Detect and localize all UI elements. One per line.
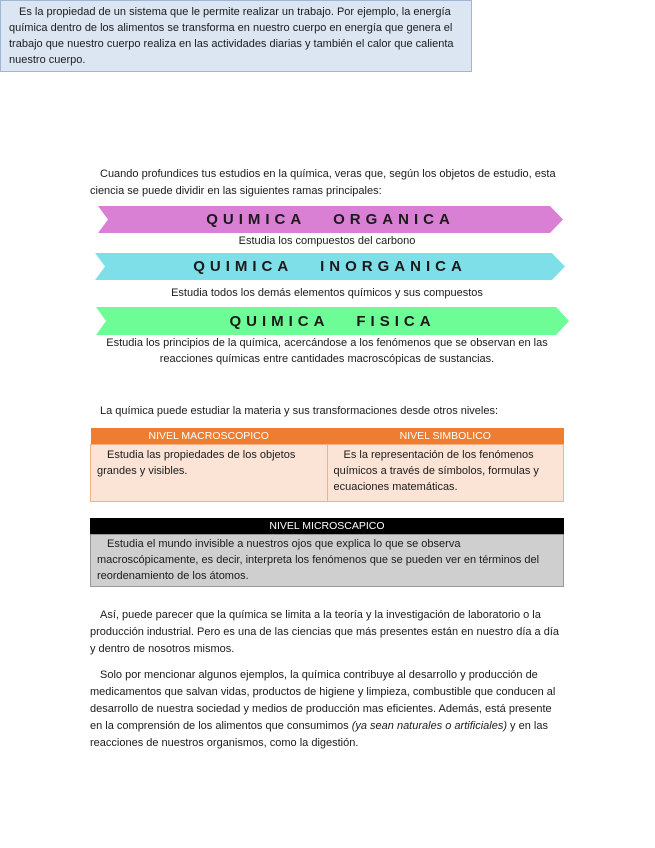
micro-level-desc: Estudia el mundo invisible a nuestros ojos que explica lo que se observa macroscópicamente, es decir, interpreta los fenómenos que se pueden ver en términos del reordenamiento de los átomos.	[90, 534, 564, 587]
intro-paragraph: Cuando profundices tus estudios en la química, veras que, según los objetos de estudio, esta ciencia se puede dividir en las siguientes ramas principales:	[90, 168, 556, 197]
banner-organica-title: QUIMICA ORGANICA	[206, 210, 455, 228]
banner-fisica	[96, 308, 569, 334]
banner-inorganica	[95, 253, 565, 279]
macro-level-desc: Estudia las propiedades de los objetos grandes y visibles.	[91, 445, 328, 502]
caption-organica: Estudia los compuestos del carbono	[238, 235, 416, 247]
banner-inorganica-title: QUIMICA INORGANICA	[193, 257, 467, 275]
levels-table	[90, 428, 564, 502]
paragraph-2-italic: (ya sean naturales o artificiales)	[351, 720, 507, 732]
paragraph-2	[90, 667, 562, 752]
macro-level-header: NIVEL MACROSCOPICO	[91, 428, 328, 445]
banner-organica	[98, 206, 563, 232]
paragraph-1: Así, puede parecer que la química se limita a la teoría y la investigación de laboratorio o la producción industrial. Pero es una de las ciencias que más presentes están en nuestro día a día y dentro de nosotros mismos.	[90, 609, 560, 655]
paragraph-2-main: Solo por mencionar algunos ejemplos, la química contribuye al desarrollo y producción de medicamentos que salvan vidas, productos de higiene y limpieza, combustible que conducen al desarrollo de nuestra sociedad y medios de producción mas eficientes. Además, está presente en la comprensión de los alimentos que consumimos	[90, 669, 556, 732]
levels-intro: La química puede estudiar la materia y sus transformaciones desde otros niveles:	[100, 405, 499, 417]
paragraph-2-end: y en las reacciones de nuestros organismos, como la digestión.	[90, 720, 548, 749]
caption-inorganica: Estudia todos los demás elementos químicos y sus compuestos	[171, 287, 483, 299]
caption-fisica: Estudia los principios de la química, acercándose a los fenómenos que se observan en las reacciones químicas entre cantidades macroscópicas de sustancias.	[106, 337, 548, 365]
micro-level-header: NIVEL MICROSCAPICO	[90, 518, 564, 534]
definition-box: Es la propiedad de un sistema que le permite realizar un trabajo. Por ejemplo, la energía química dentro de los alimentos se transforma en nuestro cuerpo en energía que genera el trabajo que nuestro cuerpo realiza en las actividades diarias y también el calor que calienta nuestro cuerpo.	[0, 0, 472, 72]
symbolic-level-header: NIVEL SIMBOLICO	[327, 428, 564, 445]
symbolic-level-desc: Es la representación de los fenómenos químicos a través de símbolos, formulas y ecuaciones matemáticas.	[327, 445, 564, 502]
banner-fisica-title: QUIMICA FISICA	[229, 312, 436, 330]
